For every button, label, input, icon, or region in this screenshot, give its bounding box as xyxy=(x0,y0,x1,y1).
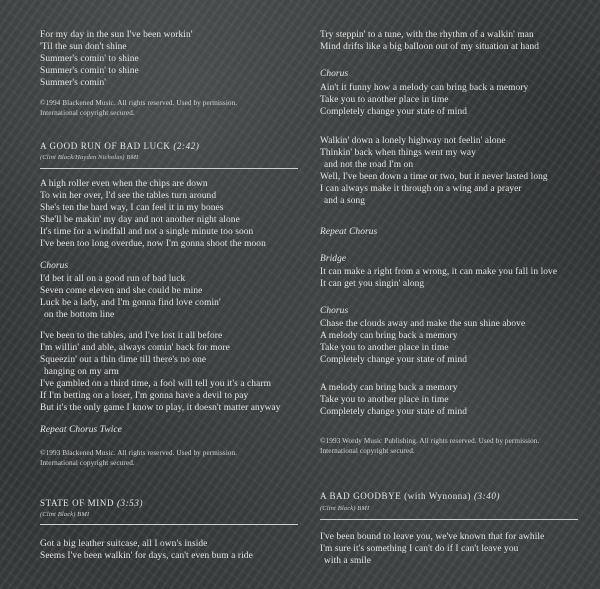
copyright-notice: ©1994 Blackened Music. All rights reserved. Used by permission. xyxy=(40,99,238,107)
lyric-line: Completely change your state of mind xyxy=(320,355,468,365)
lyric-line: Seems I've been walkin' for days, can't even bum a ride xyxy=(40,551,253,561)
lyric-line: Luck be a lady, and I'm gonna find love comin' xyxy=(40,298,221,308)
lyric-line: Seven come eleven and she could be mine xyxy=(40,286,203,296)
lyric-line: If I'm betting on a loser, I'm gonna have a devil to pay xyxy=(40,391,249,401)
section-label: Chorus xyxy=(40,261,69,271)
copyright-notice: ©1993 Blackened Music. All rights reserved. Used by permission. xyxy=(40,449,238,457)
section-label: Repeat Chorus Twice xyxy=(40,425,122,435)
lyric-line: I've gambled on a third time, a fool will tell you it's a charm xyxy=(40,379,271,389)
song-duration: (3:53) xyxy=(116,498,144,508)
lyric-line: Summer's comin' to shine xyxy=(40,54,139,64)
lyric-line: Squeezin' out a thin dime till there's no one xyxy=(40,355,207,365)
lyric-line: Take you to another place in time xyxy=(320,95,449,105)
song-title xyxy=(40,497,143,509)
song-title-text: STATE OF MIND xyxy=(40,498,115,508)
divider xyxy=(40,524,298,525)
lyric-line: Take you to another place in time xyxy=(320,343,449,353)
lyric-line: with a smile xyxy=(324,556,372,566)
lyric-line: Summer's comin' xyxy=(40,78,107,88)
song-title xyxy=(320,490,500,502)
section-label: Chorus xyxy=(320,69,349,79)
copyright-notice: ©1993 Wordy Music Publishing. All rights reserved. Used by permission. xyxy=(320,437,540,445)
lyric-line: Take you to another place in time xyxy=(320,395,449,405)
lyric-line: It's time for a windfall and not a single minute too soon xyxy=(40,227,254,237)
section-label: Chorus xyxy=(320,306,349,316)
lyric-line: For my day in the sun I've been workin' xyxy=(40,30,193,40)
divider xyxy=(320,519,578,520)
lyric-line: I'm sure it's something I can't do if I can't leave you xyxy=(320,544,519,554)
lyric-line: 'Til the sun don't shine xyxy=(40,42,127,52)
lyric-line: I've been too long overdue, now I'm gonna shoot the moon xyxy=(40,239,266,249)
lyric-line: I'd bet it all on a good run of bad luck xyxy=(40,274,186,284)
song-credit: (Clint Black) BMI xyxy=(320,505,370,512)
lyric-line: Completely change your state of mind xyxy=(320,107,468,117)
lyric-line: Chase the clouds away and make the sun shine above xyxy=(320,319,526,329)
lyric-line: To win her over, I'd see the tables turn around xyxy=(40,191,217,201)
lyric-line: It can make a right from a wrong, it can make you fall in love xyxy=(320,267,558,277)
song-credit: (Clint Black/Hayden Nicholas) BMI xyxy=(40,154,139,161)
section-label: Bridge xyxy=(320,254,347,264)
lyric-line: I've been bound to leave you, we've known that for awhile xyxy=(320,532,545,542)
song-duration: (2:42) xyxy=(173,141,200,151)
copyright-notice: International copyright secured. xyxy=(40,109,135,117)
lyric-line: I've been to the tables, and I've lost it all before xyxy=(40,331,223,341)
lyric-line: hanging on my arm xyxy=(44,367,119,377)
song-credit: (Clint Black) BMI xyxy=(40,511,90,518)
song-duration: (3:40) xyxy=(473,491,501,501)
lyric-line: Well, I've been down a time or two, but it never lasted long xyxy=(320,172,548,182)
lyric-line: on the bottom line xyxy=(44,310,115,320)
lyric-line: But it's the only game I know to play, it doesn't matter anyway xyxy=(40,403,281,413)
lyric-line: She'll be makin' my day and not another night alone xyxy=(40,215,240,225)
song-title-text: A GOOD RUN OF BAD LUCK xyxy=(40,141,171,151)
song-title-text: A BAD GOODBYE (with Wynonna) xyxy=(320,491,472,501)
lyric-line: and not the road I'm on xyxy=(324,160,414,170)
lyric-line: A melody can bring back a memory xyxy=(320,383,458,393)
lyric-line: Thinkin' back when things went my way xyxy=(320,148,476,158)
lyric-line: It can get you singin' along xyxy=(320,279,425,289)
lyric-line: Walkin' down a lonely highway not feelin' alone xyxy=(320,136,506,146)
lyric-line: Try steppin' to a tune, with the rhythm of a walkin' man xyxy=(320,30,534,40)
divider xyxy=(40,168,298,169)
copyright-notice: International copyright secured. xyxy=(40,459,135,467)
lyric-line: I'm willin' and able, always comin' back for more xyxy=(40,343,230,353)
lyric-line: and a song xyxy=(324,196,366,206)
lyric-line: She's ten the hard way, I can feel it in my bones xyxy=(40,203,224,213)
song-title xyxy=(40,140,199,152)
lyric-line: A melody can bring back a memory xyxy=(320,331,458,341)
lyric-line: Got a big leather suitcase, all I own's inside xyxy=(40,539,208,549)
lyric-line: I can always make it through on a wing and a prayer xyxy=(320,184,522,194)
section-label: Repeat Chorus xyxy=(320,227,378,237)
copyright-notice: International copyright secured. xyxy=(320,447,415,455)
lyric-line: Ain't it funny how a melody can bring back a memory xyxy=(320,83,529,93)
lyric-line: A high roller even when the chips are down xyxy=(40,179,208,189)
lyric-line: Summer's comin' to shine xyxy=(40,66,139,76)
lyric-line: Mind drifts like a big balloon out of my situation at hand xyxy=(320,42,540,52)
lyric-line: Completely change your state of mind xyxy=(320,407,468,417)
